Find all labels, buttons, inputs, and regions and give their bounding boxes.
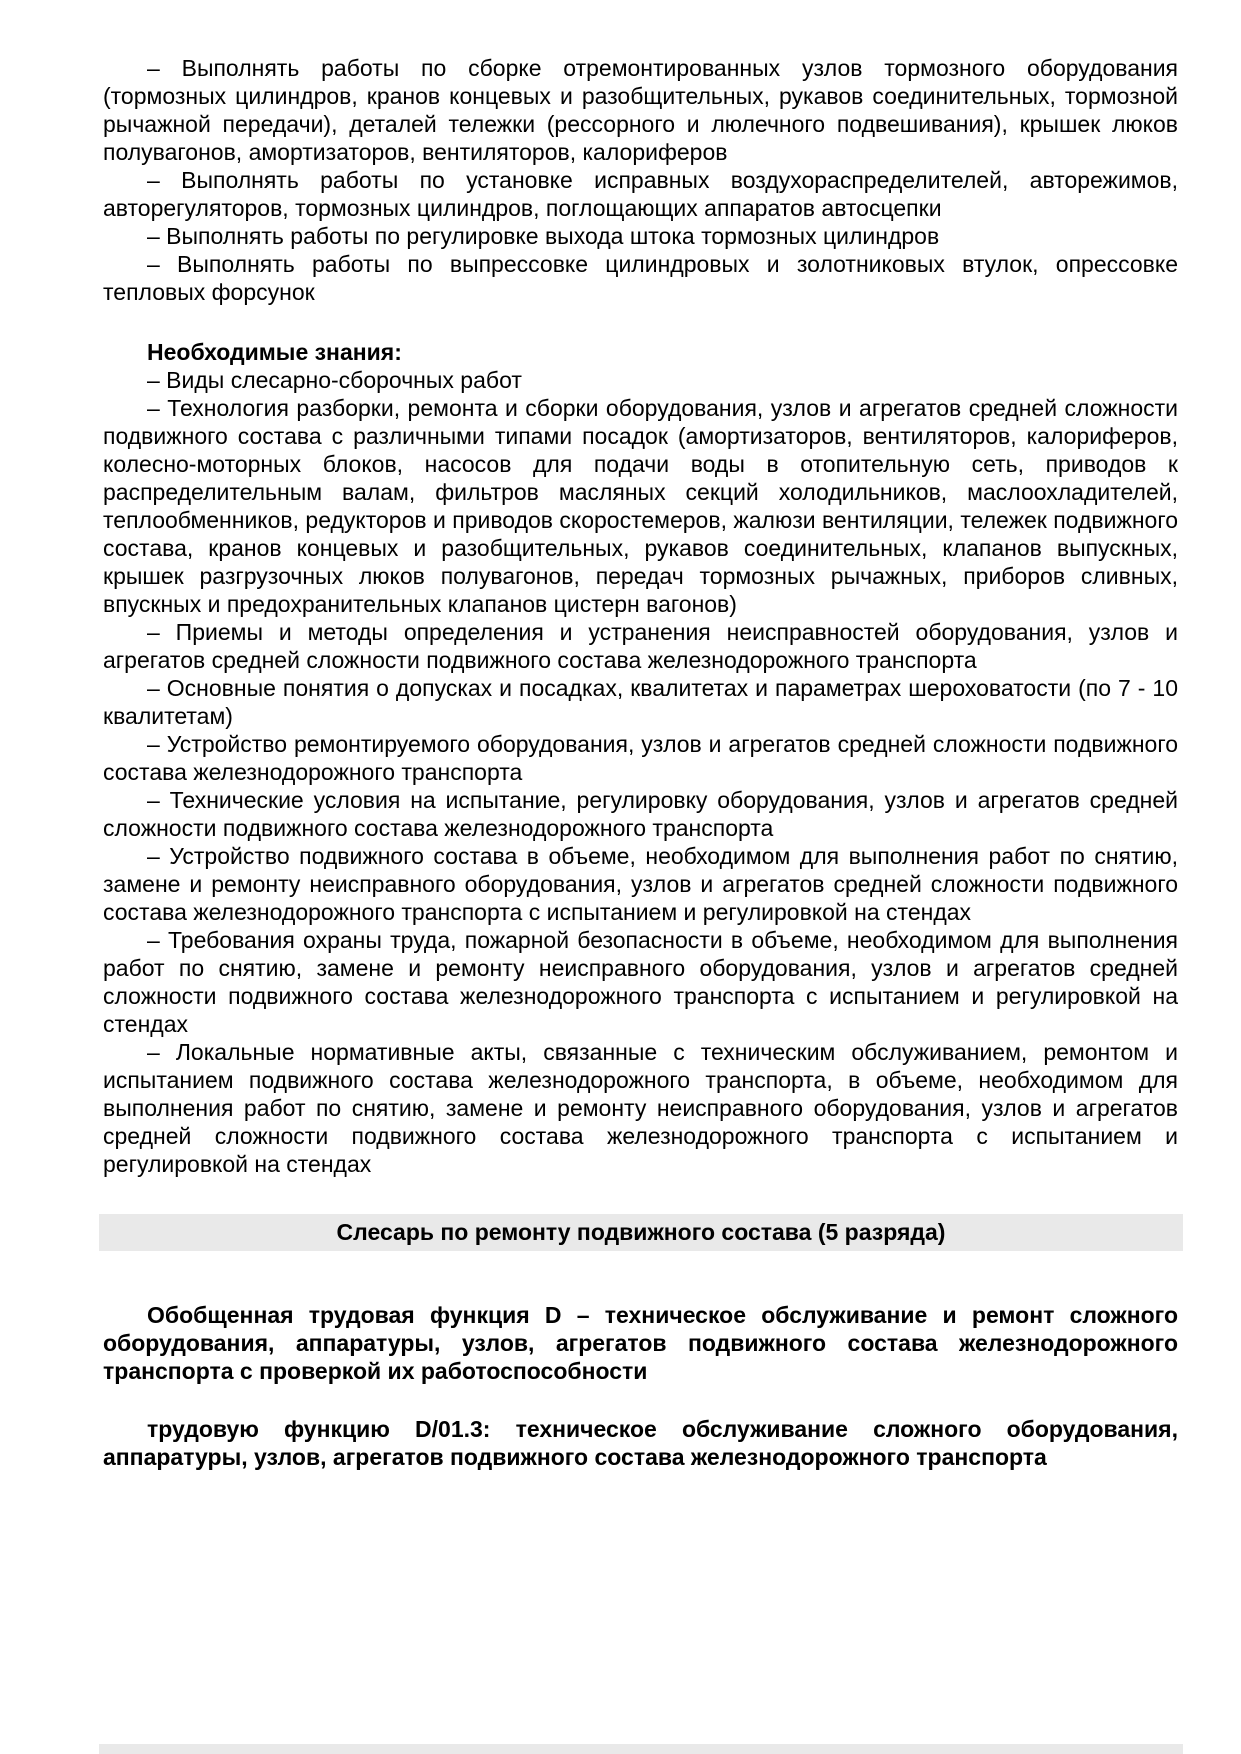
knowledge-list-item: – Виды слесарно-сборочных работ	[147, 367, 522, 393]
section-heading-highlighted: Слесарь по ремонту подвижного состава (5 разряда)	[99, 1214, 1183, 1251]
knowledge-list-item: – Технология разборки, ремонта и сборки оборудования, узлов и агрегатов средней сложности подвижного состава с различными типами посадок (амортизаторов, вентиляторов, калориферов, колесно-моторных блоков, насосов для подачи воды в отопительную сеть, приводов к распределительным валам, фильтров масляных секций холодильников, маслоохладителей, теплообменников, редукторов и приводов скоростемеров, жалюзи вентиляции, тележек подвижного состава, кранов концевых и разобщительных, рукавов соединительных, клапанов выпускных, крышек разгрузочных люков полувагонов, передач тормозных рычажных, приборов сливных, впускных и предохранительных клапанов цистерн вагонов)	[103, 395, 1179, 617]
knowledge-section	[103, 338, 1178, 1178]
document-content	[103, 0, 1178, 1471]
knowledge-list-item: – Устройство ремонтируемого оборудования, узлов и агрегатов средней сложности подвижного состава железнодорожного транспорта	[103, 731, 1178, 785]
generalized-labor-function-paragraph: Обобщенная трудовая функция D – техническое обслуживание и ремонт сложного оборудования, аппаратуры, узлов, агрегатов подвижного состава железнодорожного транспорта с проверкой их работоспособности	[103, 1302, 1178, 1384]
knowledge-list-item: – Основные понятия о допусках и посадках, квалитетах и параметрах шероховатости (по 7 - 10 квалитетам)	[103, 675, 1178, 729]
action-list-item: – Выполнять работы по регулировке выхода штока тормозных цилиндров	[147, 223, 940, 249]
knowledge-list-item: – Приемы и методы определения и устранения неисправностей оборудования, узлов и агрегатов средней сложности подвижного состава железнодорожного транспорта	[103, 619, 1178, 673]
actions-section	[103, 54, 1178, 306]
knowledge-list-item: – Локальные нормативные акты, связанные с техническим обслуживанием, ремонтом и испытанием подвижного состава железнодорожного транспорта, в объеме, необходимом для выполнения работ по снятию, замене и ремонту неисправного оборудования, узлов и агрегатов средней сложности подвижного состава железнодорожного транспорта с испытанием и регулировкой на стендах	[103, 1039, 1178, 1177]
knowledge-list-item: – Устройство подвижного состава в объеме, необходимом для выполнения работ по снятию, замене и ремонту неисправного оборудования, узлов и агрегатов средней сложности подвижного состава железнодорожного транспорта с испытанием и регулировкой на стендах	[103, 843, 1178, 925]
knowledge-section-heading: Необходимые знания:	[147, 339, 402, 365]
action-list-item: – Выполнять работы по установке исправных воздухораспределителей, авторежимов, авторегуляторов, тормозных цилиндров, поглощающих аппаратов автосцепки	[103, 167, 1178, 221]
next-section-heading-partial-bar	[99, 1744, 1183, 1754]
action-list-item: – Выполнять работы по выпрессовке цилиндровых и золотниковых втулок, опрессовке тепловых форсунок	[103, 251, 1178, 305]
action-list-item: – Выполнять работы по сборке отремонтированных узлов тормозного оборудования (тормозных цилиндров, кранов концевых и разобщительных, рукавов соединительных, тормозной рычажной передачи), деталей тележки (рессорного и люлечного подвешивания), крышек люков полувагонов, амортизаторов, вентиляторов, калориферов	[103, 55, 1178, 165]
knowledge-list-item: – Требования охраны труда, пожарной безопасности в объеме, необходимом для выполнения работ по снятию, замене и ремонту неисправного оборудования, узлов и агрегатов средней сложности подвижного состава железнодорожного транспорта с испытанием и регулировкой на стендах	[103, 927, 1178, 1037]
labor-function-paragraph: трудовую функцию D/01.3: техническое обслуживание сложного оборудования, аппаратуры, узлов, агрегатов подвижного состава железнодорожного транспорта	[103, 1416, 1178, 1470]
knowledge-list-item: – Технические условия на испытание, регулировку оборудования, узлов и агрегатов средней сложности подвижного состава железнодорожного транспорта	[103, 787, 1178, 841]
grade5-section	[103, 1214, 1178, 1471]
